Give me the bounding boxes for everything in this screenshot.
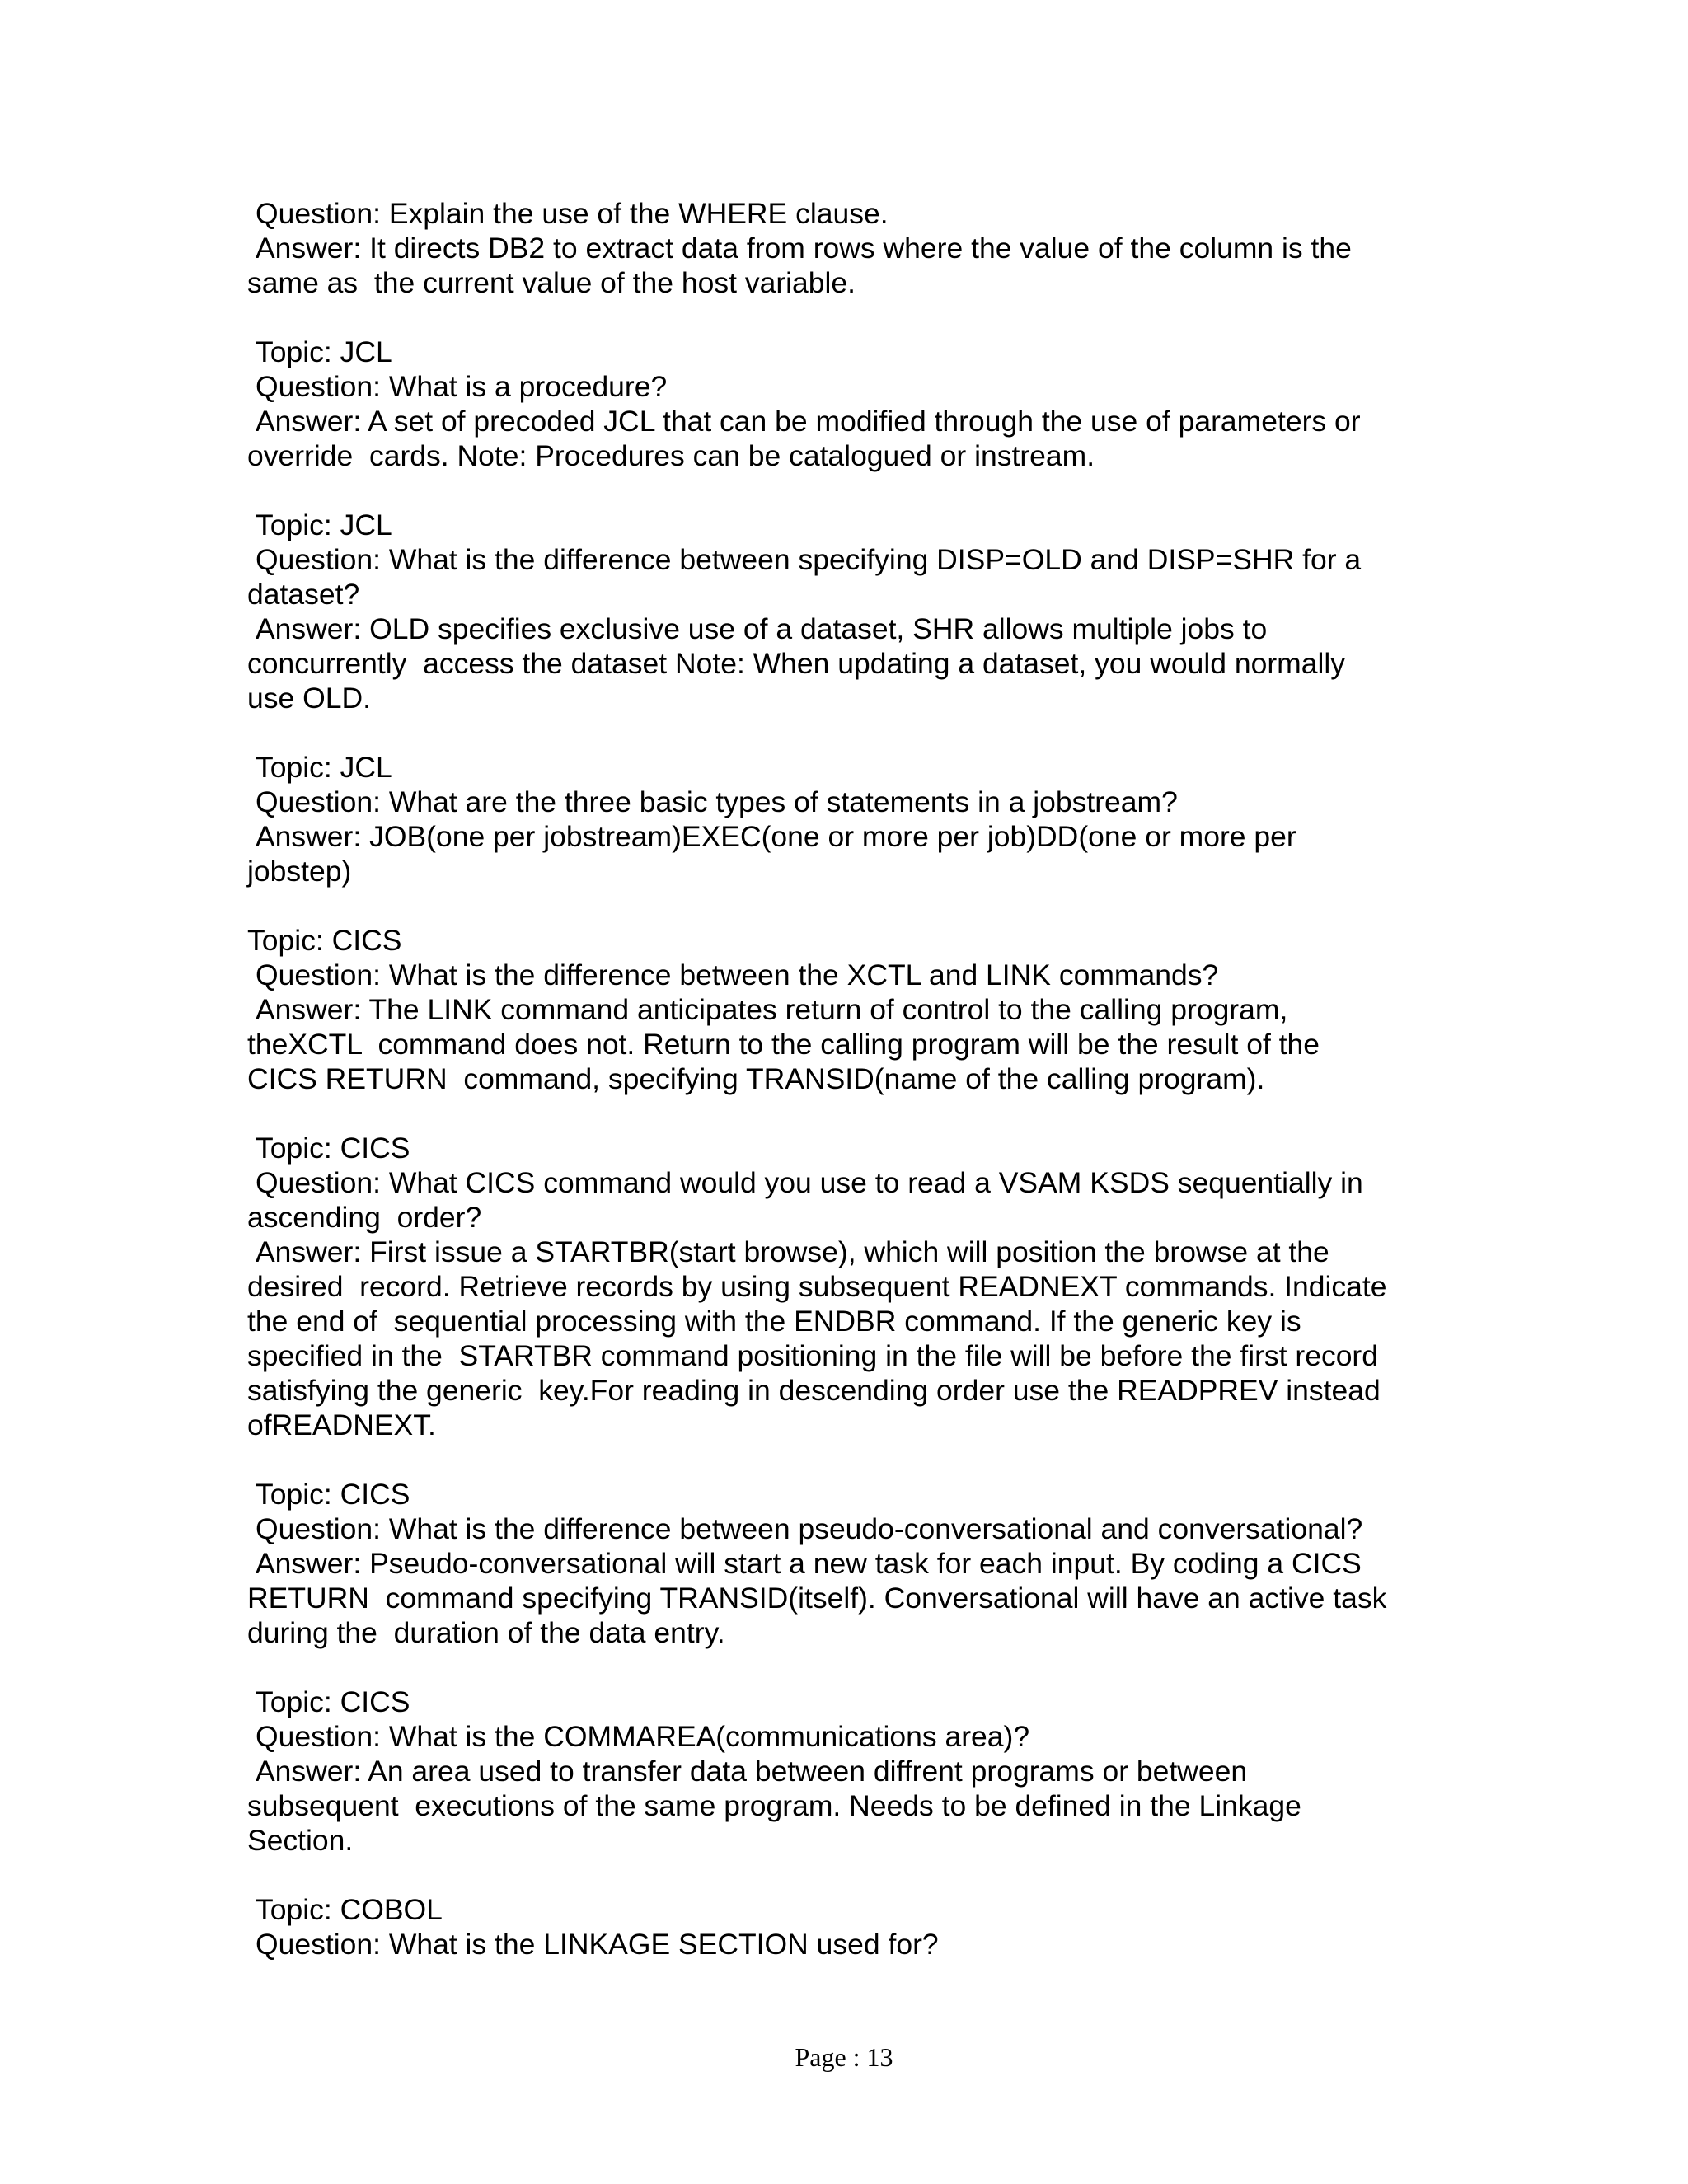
answer-line: Answer: An area used to transfer data between diffrent programs or between [256, 1755, 1248, 1788]
answer-line: Answer: First issue a STARTBR(start browse), which will position the browse at the [256, 1235, 1329, 1268]
text-line: theXCTL command does not. Return to the calling program will be the result of the [247, 1028, 1320, 1061]
text-line: use OLD. [247, 682, 371, 715]
text-line: ofREADNEXT. [247, 1408, 436, 1441]
topic-line: Topic: CICS [256, 1685, 410, 1718]
qa-block [247, 750, 1459, 888]
topic-line: Topic: COBOL [256, 1893, 443, 1926]
text-line: ascending order? [247, 1201, 482, 1234]
qa-block [247, 335, 1459, 473]
text-line: dataset? [247, 578, 360, 611]
answer-line: Answer: Pseudo-conversational will start a new task for each input. By coding a CICS [256, 1547, 1362, 1580]
topic-line: Topic: JCL [256, 509, 392, 541]
question-line: Question: What is the difference between specifying DISP=OLD and DISP=SHR for a [256, 543, 1362, 576]
topic-line: Topic: CICS [247, 924, 402, 957]
text-line: during the duration of the data entry. [247, 1616, 725, 1649]
text-line: specified in the STARTBR command positioning in the file will be before the first record [247, 1339, 1379, 1372]
qa-content [247, 196, 1459, 1996]
answer-line: Answer: The LINK command anticipates return of control to the calling program, [256, 993, 1288, 1026]
qa-block [247, 508, 1459, 715]
question-line: Question: What is the difference between the XCTL and LINK commands? [256, 958, 1219, 991]
question-line: Question: What are the three basic types of statements in a jobstream? [256, 785, 1178, 818]
answer-line: Answer: A set of precoded JCL that can be modified through the use of parameters or [256, 405, 1361, 438]
answer-line: Answer: It directs DB2 to extract data from rows where the value of the column is the [256, 232, 1352, 265]
text-line: same as the current value of the host variable. [247, 266, 856, 299]
qa-block [247, 1892, 1459, 1961]
question-line: Question: What is a procedure? [256, 370, 668, 403]
text-line: subsequent executions of the same program. Needs to be defined in the Linkage [247, 1789, 1301, 1822]
text-line: satisfying the generic key.For reading in descending order use the READPREV instead [247, 1374, 1381, 1407]
text-line: CICS RETURN command, specifying TRANSID(name of the calling program). [247, 1062, 1265, 1095]
qa-block [247, 196, 1459, 300]
text-line: RETURN command specifying TRANSID(itself). Conversational will have an active task [247, 1582, 1387, 1615]
qa-block [247, 1131, 1459, 1442]
page-footer: Page : 13 [795, 2042, 893, 2072]
topic-line: Topic: JCL [256, 335, 392, 368]
text-line: the end of sequential processing with the ENDBR command. If the generic key is [247, 1305, 1301, 1338]
qa-block [247, 923, 1459, 1096]
answer-line: Answer: OLD specifies exclusive use of a dataset, SHR allows multiple jobs to [256, 612, 1268, 645]
qa-block [247, 1477, 1459, 1650]
question-line: Question: Explain the use of the WHERE clause. [256, 197, 889, 230]
topic-line: Topic: JCL [256, 751, 392, 784]
text-line: override cards. Note: Procedures can be catalogued or instream. [247, 439, 1095, 472]
question-line: Question: What is the COMMAREA(communications area)? [256, 1720, 1030, 1753]
text-line: desired record. Retrieve records by using subsequent READNEXT commands. Indicate [247, 1270, 1387, 1303]
question-line: Question: What is the LINKAGE SECTION used for? [256, 1928, 939, 1961]
text-line: Section. [247, 1824, 354, 1857]
topic-line: Topic: CICS [256, 1132, 410, 1165]
question-line: Question: What CICS command would you use to read a VSAM KSDS sequentially in [256, 1166, 1363, 1199]
text-line: jobstep) [247, 855, 352, 888]
answer-line: Answer: JOB(one per jobstream)EXEC(one or more per job)DD(one or more per [256, 820, 1296, 853]
text-line: concurrently access the dataset Note: When updating a dataset, you would normally [247, 647, 1345, 680]
question-line: Question: What is the difference between pseudo-conversational and conversational? [256, 1512, 1363, 1545]
topic-line: Topic: CICS [256, 1478, 410, 1511]
qa-block [247, 1685, 1459, 1858]
